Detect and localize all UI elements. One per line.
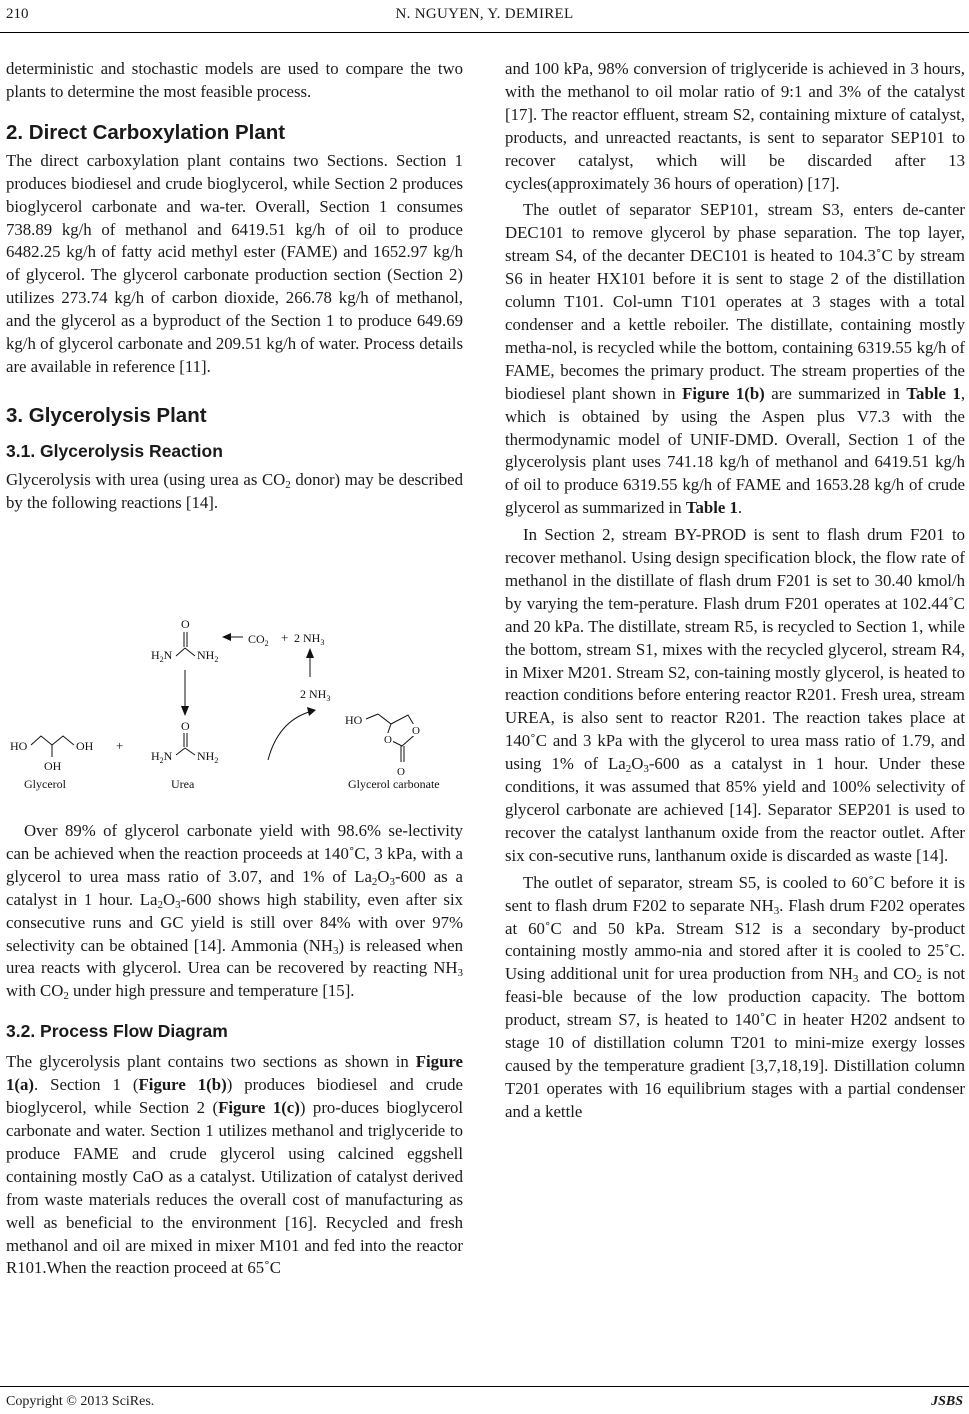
- glycerol-carbonate-label: Glycerol carbonate: [348, 777, 440, 791]
- plus-sign-co2: +: [281, 630, 289, 645]
- header-rule: [0, 32, 969, 33]
- urea-bottom-oxygen: O: [181, 719, 190, 733]
- section-3-1-body: Glycerolysis with urea (using urea as $CO_2$ donor) may be described by the following reactions [14].: [6, 469, 463, 512]
- nh3-mid-label: 2 $NH_3$: [300, 687, 331, 703]
- glycerol-oh-bottom: OH: [44, 759, 62, 773]
- right-paragraph-1: and 100 kPa, 98% conversion of triglyceride is achieved in 3 hours, with the methanol to oil molar ratio of 9:1 and 3% of the catalyst [17]. The reactor effluent, stream S2, containing mixture of catalyst, products, and unreacted reactants, is sent to separator SEP101 to recover catalyst, which will be discarded after 13 cycles(approximately 36 hours of operation) [17].: [505, 59, 965, 193]
- footer-journal: JSBS: [931, 1394, 963, 1409]
- section-3-2-title: 3.2. Process Flow Diagram: [6, 1021, 228, 1042]
- gc-ring-oxygen-1: O: [412, 725, 420, 737]
- running-header-authors: N. NGUYEN, Y. DEMIREL: [395, 6, 574, 22]
- footer-copyright: Copyright © 2013 SciRes.: [6, 1394, 155, 1409]
- section-2-title: 2. Direct Carboxylation Plant: [6, 120, 286, 144]
- gc-ring-oxygen-2: O: [384, 734, 392, 746]
- yield-paragraph: Over 89% of glycerol carbonate yield with 98.6% se-lectivity can be achieved when the reaction proceeds at 140˚C, 3 kPa, with a glycerol to urea mass ratio of 3.07, and 1% of $La_2O_3-600$ as a catalyst in 1 hour. $La_2O_3-600$ shows high stability, even after six consecutive runs and GC yield is still over 84% with over 97% selectivity can be obtained [14]. Ammonia $(NH_3)$ is released when urea reacts with glycerol. Urea can be recovered by reacting $NH_3$ with $CO_2$ under high pressure and temperature [15].: [6, 821, 464, 1003]
- gc-ho: HO: [345, 713, 363, 727]
- section-2-body: The direct carboxylation plant contains two Sections. Section 1 produces biodiesel and crude bioglycerol, while Section 2 produces bioglycerol carbonate and wa-ter. Overall, Section 1 consumes 738.89 kg/h of methanol and 6419.51 kg/h of oil to produce 6482.25 kg/h of fatty acid methyl ester (FAME) and 1652.97 kg/h of glycerol. The glycerol carbonate production section (Section 2) utilizes 273.74 kg/h of carbon dioxide, 266.78 kg/h of methanol, and the glycerol as a byproduct of the Section 1 to produce 649.69 kg/h of glycerol carbonate and 209.51 kg/h of water. Process details are available in reference [11].: [6, 150, 463, 376]
- section-3-2-body: The glycerolysis plant contains two sections as shown in Figure 1(a). Section 1 (Figure 1(b)) produces biodiesel and crude bioglycerol, while Section 2 (Figure 1(c)) pro-duces bioglycerol carbonate and water. Section 1 utilizes methanol and triglyceride to produce FAME and crude glycerol using calcined eggshell containing mostly CaO as a catalyst. Utilization of catalyst derived from waste materials reduces the overall cost of manufacturing as well as beneficial to the environment [16]. Recycled and fresh methanol and oil are mixed in mixer M101 and fed into the reactor R101.When the reaction proceed at 65˚C: [6, 1052, 463, 1278]
- left-column-bottom: [6, 820, 463, 1280]
- glycerol-ho: HO: [10, 739, 28, 753]
- section-3-title: 3. Glycerolysis Plant: [6, 403, 207, 427]
- co2-label: $CO_2$: [248, 632, 269, 648]
- glycerolysis-reaction-scheme: [6, 612, 463, 802]
- left-column-top: [6, 58, 463, 515]
- urea-top-oxygen: O: [181, 617, 190, 631]
- right-paragraph-3: In Section 2, stream BY-PROD is sent to flash drum F201 to recover methanol. Using design specification block, the flow rate of methanol in the distillate of flash drum F201 is set to 30.40 kmol/h by varying the tem-perature. Flash drum F201 operates at 102.44˚C and 20 kPa. The distillate, stream R5, is recycled to Section 1, while the bottom, stream S1, mixes with the recycled glycerol, stream R4, in Mixer M201. Stream S2, con-taining mostly glycerol, is heated to reaction conditions before entering reactor R201. Fresh urea, stream UREA, is also sent to reactor R201. The reaction takes place at 140˚C and 3 kPa with the glycerol to urea mass ratio of 1.79, and using 1% of $La_2O_3-600$ as a catalyst in 1 hour. Under these conditions, it was assumed that 85% yield and 100% selectivity of glycerol carbonate are achieved [14]. Separator SEP201 is used to recover the catalyst lanthanum oxide from the reactor outlet. After six con-secutive runs, lanthanum oxide is discarded as waste [14].: [505, 525, 965, 865]
- right-paragraph-2: The outlet of separator SEP101, stream S3, enters de-canter DEC101 to remove glycerol by phase separation. The top layer, stream S4, of the decanter DEC101 is heated to 104.3˚C by stream S6 in heater HX101 before it is sent to stage 2 of the distillation column T101. Col-umn T101 operates at 3 stages with a total condenser and a kettle reboiler. The distillate, containing mostly metha-nol, is recycled while the bottom, containing 6319.55 kg/h of FAME, becomes the primary product. The stream properties of the biodiesel plant shown in Figure 1(b) are summarized in Table 1, which is obtained by using the Aspen plus V7.3 with the thermodynamic model of UNIF-DMD. Overall, Section 1 of the glycerolysis plant uses 741.18 kg/h of methanol and 6419.51 kg/h of oil to produce 6319.55 kg/h of FAME and 1653.28 kg/h of crude glycerol as summarized in Table 1.: [505, 200, 966, 518]
- gc-carbonyl-oxygen: O: [397, 766, 405, 778]
- right-column: [505, 58, 965, 1124]
- urea-label: Urea: [171, 777, 195, 791]
- page-number: 210: [6, 6, 29, 22]
- glycerol-oh: OH: [76, 739, 94, 753]
- right-paragraph-4: The outlet of separator, stream S5, is cooled to 60˚C before it is sent to flash drum F202 to separate $NH_3$. Flash drum F202 operates at 60˚C and 50 kPa. Stream S12 is a secondary by-product containing mostly ammo-nia and stored after it is cooled to 25˚C. Using additional unit for urea production from $NH_3$ and $CO_2$ is not feasi-ble because of the low production capacity. The bottom product, stream S7, is heated to 140˚C in heater H202 andsent to stage 10 of distillation column T201 to mini-mize exergy losses caused by the temperature gradient [3,7,18,19]. Distillation column T201 operates with 16 equilibrium stages with a partial condenser and a kettle: [505, 872, 965, 1121]
- section-3-1-title: 3.1. Glycerolysis Reaction: [6, 440, 223, 461]
- urea-bottom-nh2: $NH_2$: [197, 749, 219, 765]
- urea-bottom-h2n: $H_2N$: [151, 749, 173, 765]
- urea-top-h2n: $H_2N$: [151, 648, 173, 664]
- nh3-top-label: 2 $NH_3$: [294, 631, 325, 647]
- glycerol-label: Glycerol: [24, 777, 66, 791]
- footer-rule: [0, 1386, 969, 1387]
- intro-paragraph: deterministic and stochastic models are used to compare the two plants to determine the most feasible process.: [6, 59, 463, 101]
- plus-sign: +: [116, 738, 124, 753]
- urea-top-nh2: $NH_2$: [197, 648, 219, 664]
